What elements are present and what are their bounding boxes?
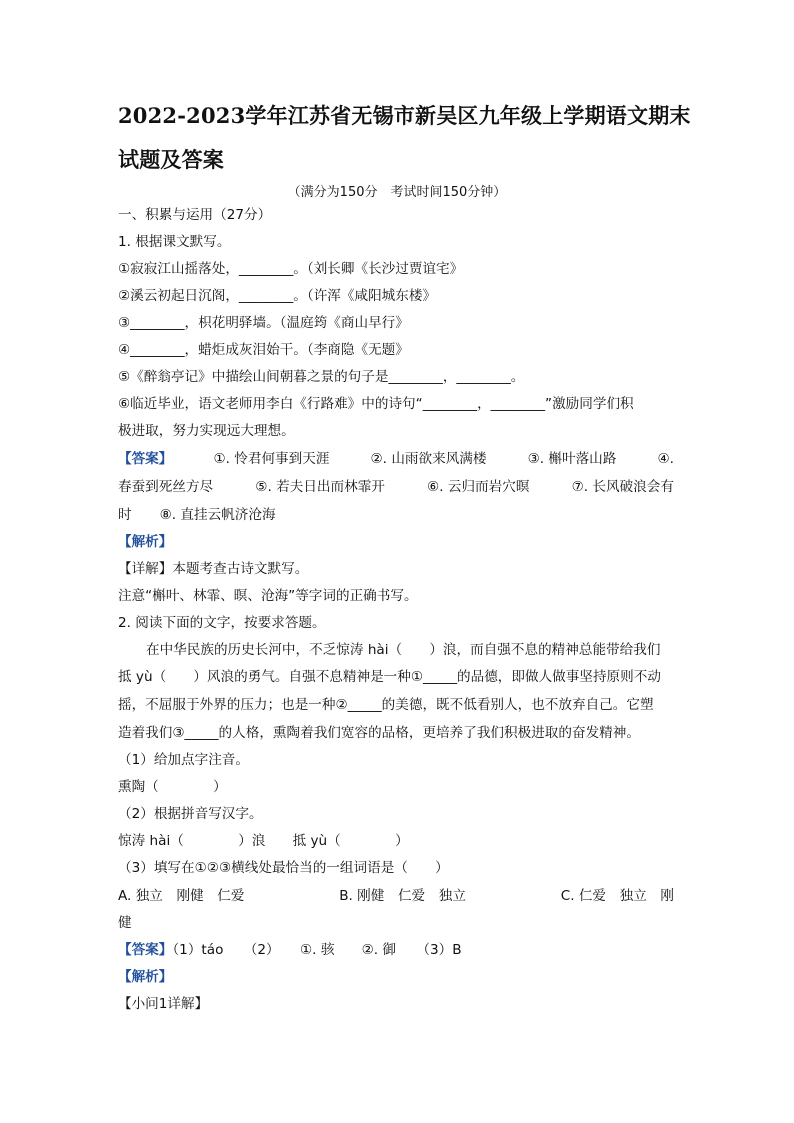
q1-detail: 【详解】本题考查古诗文默写。: [118, 561, 309, 577]
q2-sub3: （3）填写在①②③横线处最恰当的一组词语是（ ）: [118, 860, 449, 876]
q1-note: 注意“槲叶、林霏、暝、沧海”等字词的正确书写。: [118, 588, 418, 604]
q2-passage-line3: 摇，不屈服于外界的压力；也是一种②_____的美德，既不低看别人，也不放弃自己。它塑: [118, 697, 654, 713]
q2-passage-line4: 造着我们③_____的人格，熏陶着我们宽容的品格，更培养了我们积极进取的奋发精神。: [118, 725, 640, 741]
q2-answer: [118, 944, 462, 958]
q2-sub-detail: 【小问1详解】: [118, 996, 209, 1012]
q2-sub1-item: 熏陶（ ）: [118, 779, 227, 795]
answer-label: 【答案】: [118, 942, 173, 958]
q1-answer-line3: [118, 509, 276, 523]
option-a: A. 独立 刚健 仁爱: [118, 888, 245, 904]
q2-analysis-label: 【解析】: [118, 969, 173, 985]
q2-options-wrap: 健: [118, 915, 132, 931]
answer-item: ④.: [657, 451, 674, 467]
q1-item-5: ⑤《醉翁亭记》中描绘山间朝暮之景的句子是________，________。: [118, 369, 525, 385]
question-2-stem: 2. 阅读下面的文字，按要求答题。: [118, 615, 326, 631]
q1-item-6-cont: 极进取，努力实现远大理想。: [118, 423, 295, 439]
question-1-stem: 1. 根据课文默写。: [118, 234, 231, 250]
answer-text: （1）táo （2） ①. 骇 ②. 御 （3）B: [172, 942, 462, 958]
q2-sub2-item: 惊涛 hài（ ）浪 抵 yù（ ）: [118, 833, 409, 849]
answer-item: ⑥. 云归而岩穴暝: [427, 479, 530, 495]
answer-item: ⑦. 长风破浪会有: [571, 479, 674, 495]
section-heading: 一、积累与运用（27分）: [118, 207, 272, 223]
option-c: C. 仁爱 独立 刚: [560, 888, 674, 904]
answer-item: ③. 槲叶落山路: [527, 451, 617, 467]
q2-passage-line1: 在中华民族的历史长河中，不乏惊涛 hài（ ）浪，而自强不息的精神总能带给我们: [146, 642, 661, 658]
q1-analysis-label: 【解析】: [118, 534, 173, 550]
answer-item: ②. 山雨欲来风满楼: [370, 451, 487, 467]
answer-item: 春蚕到死丝方尽: [118, 479, 214, 495]
q1-answer-line1: [118, 453, 674, 467]
q1-item-3: ③________，枳花明驿墙。（温庭筠《商山早行》: [118, 315, 409, 331]
document-title-line1: 2022-2023学年江苏省无锡市新吴区九年级上学期语文期末: [118, 103, 691, 128]
exam-subtitle: （满分为150分 考试时间150分钟）: [287, 185, 507, 200]
option-b: B. 刚健 仁爱 独立: [339, 888, 466, 904]
q2-sub2: （2）根据拼音写汉字。: [118, 806, 263, 822]
answer-label: 【答案】: [118, 451, 173, 467]
answer-item: ①. 怜君何事到天涯: [213, 451, 330, 467]
answer-item: ⑧. 直挂云帆济沧海: [159, 507, 276, 523]
q2-passage-line2: 抵 yù（ ）风浪的勇气。自强不息精神是一种①_____的品德，即做人做事坚持原则不动: [118, 669, 661, 685]
q1-item-1: ①寂寂江山摇落处，________。（刘长卿《长沙过贾谊宅》: [118, 261, 464, 277]
q1-item-2: ②溪云初起日沉阁，________。（许浑《咸阳城东楼》: [118, 288, 437, 304]
q1-item-6: ⑥临近毕业，语文老师用李白《行路难》中的诗句“________，________”激励同学们积: [118, 396, 634, 412]
answer-item: ⑤. 若夫日出而林霏开: [255, 479, 385, 495]
q2-options: [118, 890, 674, 904]
q1-item-4: ④________，蜡炬成灰泪始干。（李商隐《无题》: [118, 342, 409, 358]
q2-sub1: （1）给加点字注音。: [118, 752, 249, 768]
q1-answer-line2: [118, 481, 674, 495]
answer-item: 时: [118, 507, 132, 523]
document-title-line2: 试题及答案: [118, 147, 224, 172]
